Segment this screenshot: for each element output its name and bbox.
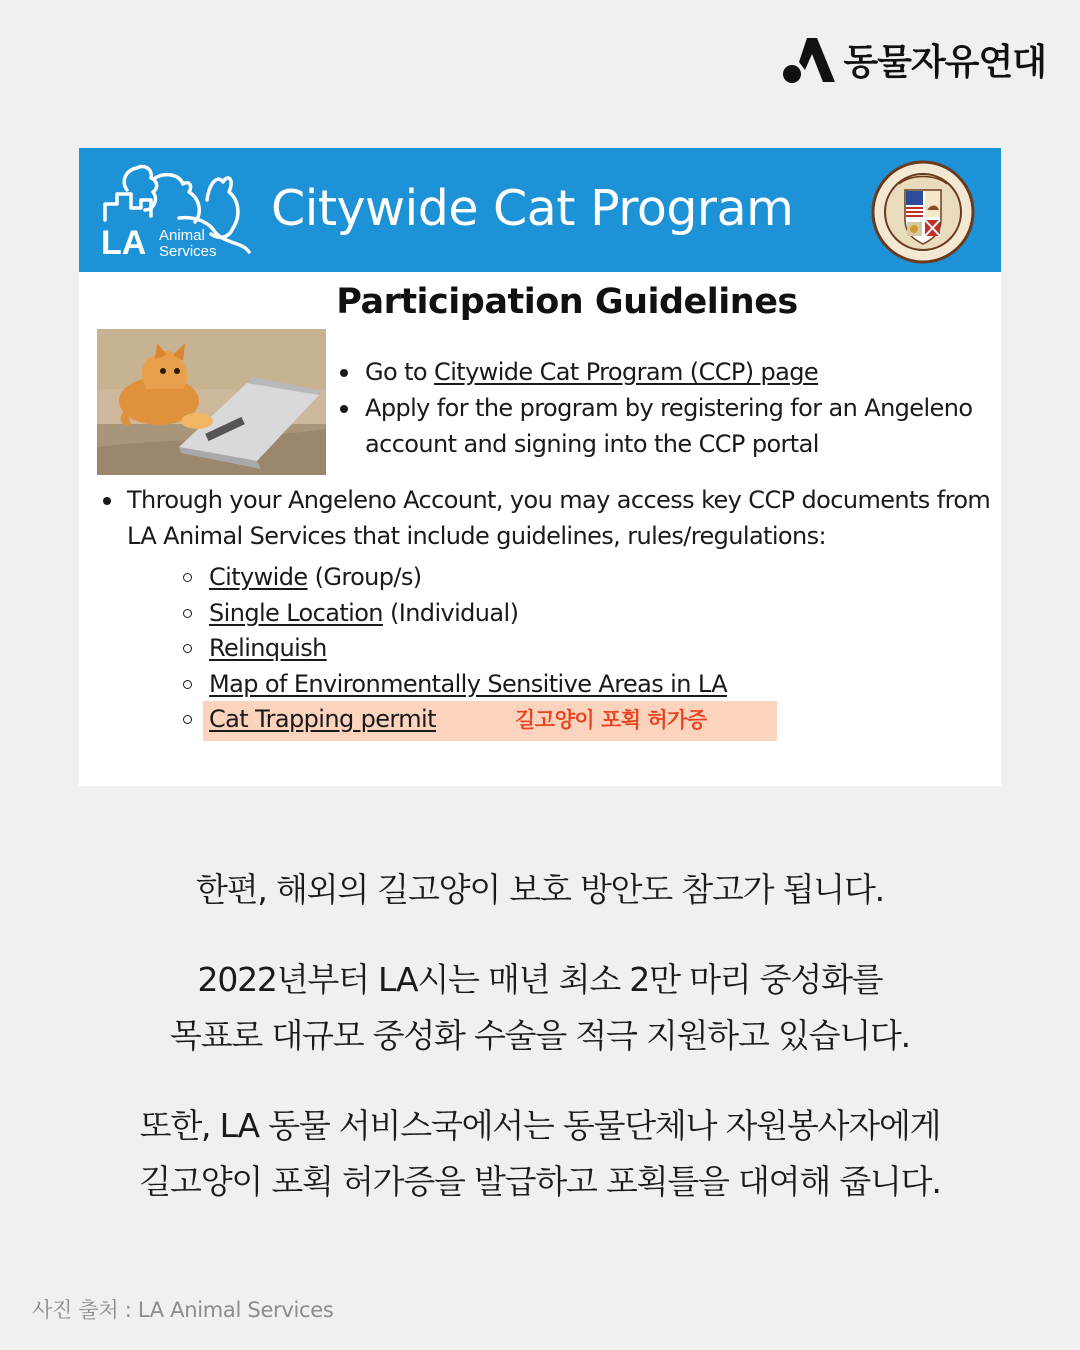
top-bullets [337, 354, 997, 462]
paragraph-2 [40, 952, 1040, 1064]
paragraph-3 [40, 1098, 1040, 1210]
citywide-suffix: (Group/s) [307, 563, 422, 591]
highlight-note: 길고양이 포획 허가증 [515, 708, 707, 732]
sensitive-areas-map-link[interactable]: Map of Environmentally Sensitive Areas in LA [209, 669, 728, 698]
banner-title: Citywide Cat Program [271, 180, 794, 237]
list-item [183, 560, 883, 596]
program-card [79, 148, 1001, 786]
single-location-link[interactable]: Single Location [209, 598, 383, 627]
single-location-suffix: (Individual) [382, 598, 519, 627]
bullet-go-to [337, 354, 997, 390]
brand-name: 동물자유연대 [843, 42, 1046, 83]
paragraph-3-line-2: 길고양이 포획 허가증을 발급하고 포획틀을 대여해 줍니다. [139, 1162, 941, 1201]
list-item [183, 667, 883, 703]
photo-credit: 사진 출처 : LA Animal Services [32, 1298, 334, 1322]
city-seal-icon [871, 160, 975, 264]
guidelines-heading: Participation Guidelines [336, 282, 798, 322]
brand-mark-icon [783, 36, 835, 84]
list-item [183, 631, 883, 667]
logo-line-animal: Animal [159, 227, 205, 244]
brand-logo [783, 34, 1046, 85]
cat-trapping-permit-link[interactable]: Cat Trapping permit [209, 705, 436, 733]
bullet-angeleno-account: Through your Angeleno Account, you may access key CCP documents from LA Animal Services that include guidelines, rules/regulations: [103, 482, 1017, 554]
paragraph-1: 한편, 해외의 길고양이 보호 방안도 참고가 됩니다. [196, 870, 884, 909]
paragraph-3-line-1: 또한, LA 동물 서비스국에서는 동물단체나 자원봉사자에게 [139, 1106, 941, 1145]
paragraph-2-line-2: 목표로 대규모 중성화 수술을 적극 지원하고 있습니다. [170, 1016, 910, 1055]
bullet-apply: Apply for the program by registering for an Angeleno account and signing into the CCP portal [337, 390, 997, 462]
program-banner [79, 148, 1001, 272]
relinquish-link[interactable]: Relinquish [209, 634, 327, 662]
logo-line-services: Services [159, 243, 217, 260]
bullet-go-to-text: Go to [365, 358, 435, 386]
ccp-page-link[interactable]: Citywide Cat Program (CCP) page [434, 358, 819, 386]
logo-subtitle [159, 228, 217, 260]
list-item [183, 596, 883, 632]
citywide-link[interactable]: Citywide [209, 563, 308, 591]
paragraph-2-line-1: 2022년부터 LA시는 매년 최소 2만 마리 중성화를 [197, 960, 883, 999]
logo-la-text: LA [101, 224, 147, 262]
cat-laptop-photo [97, 329, 326, 475]
